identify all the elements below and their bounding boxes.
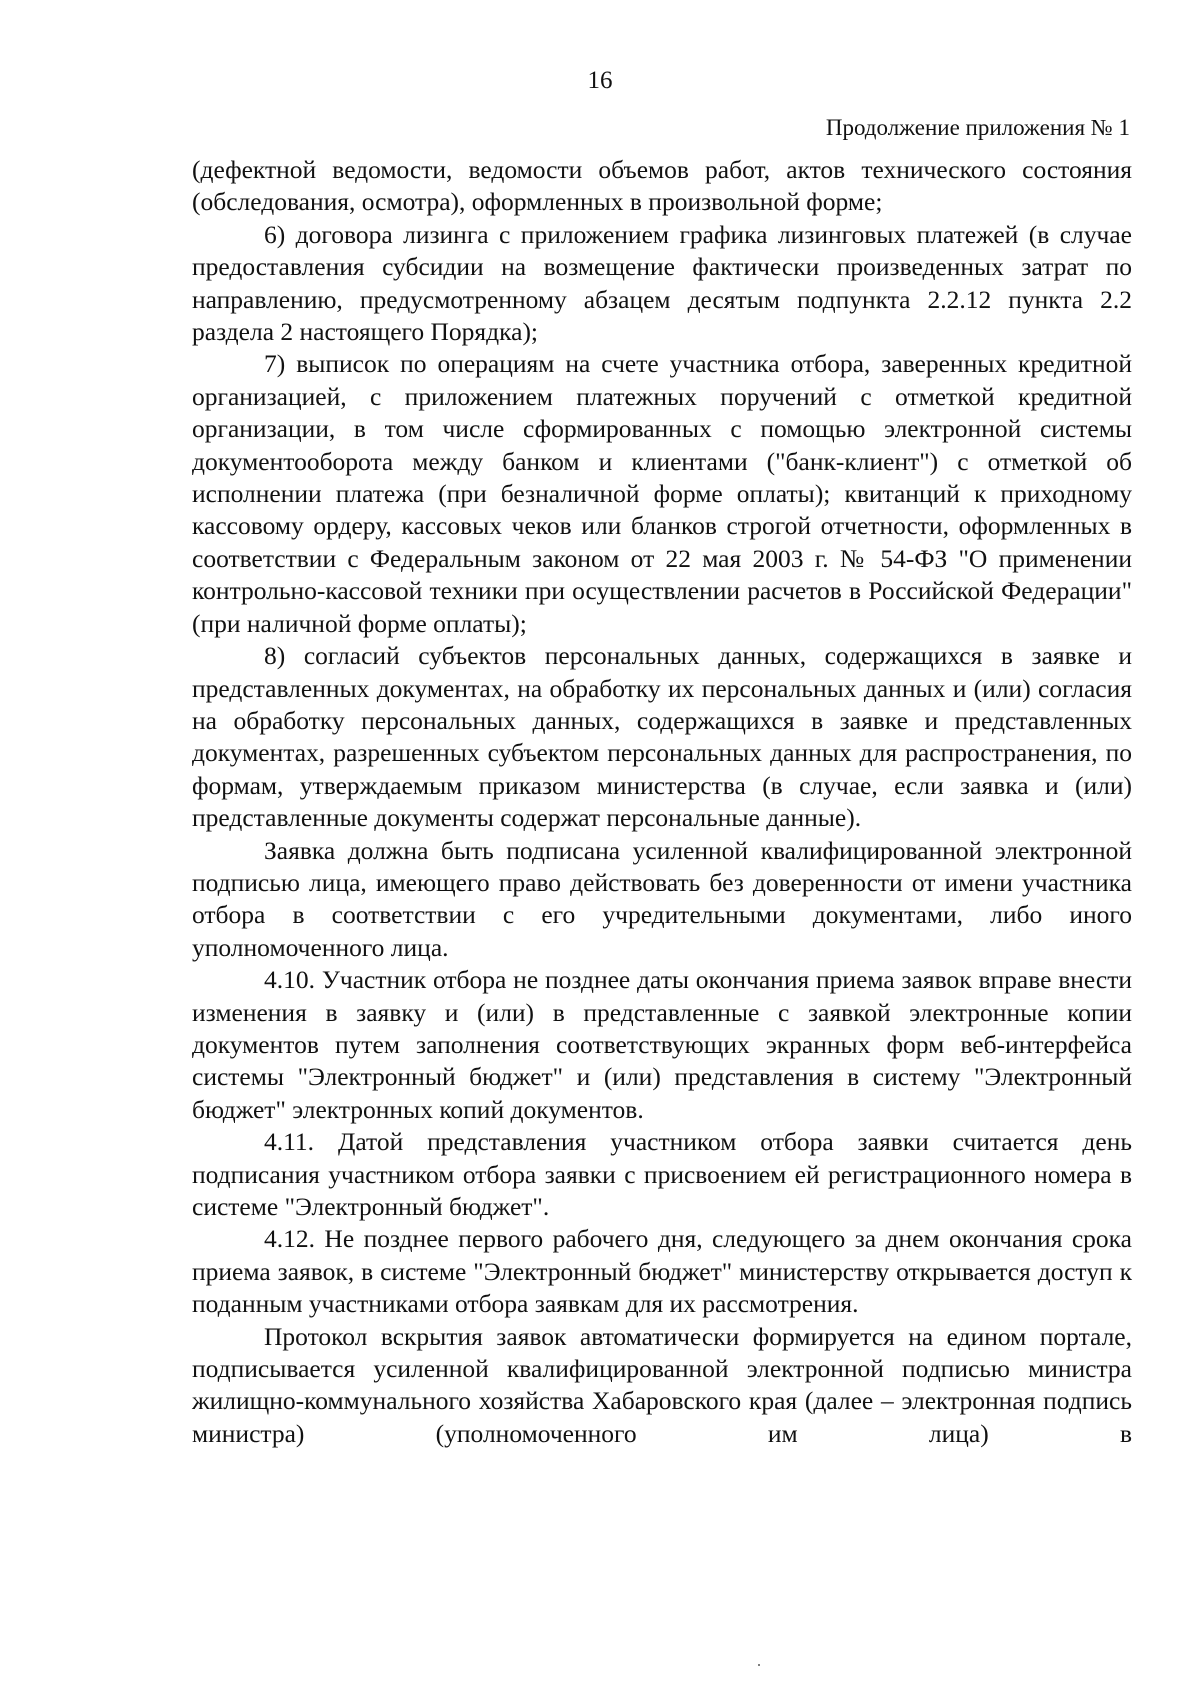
scan-speck bbox=[758, 1664, 760, 1666]
paragraph-4-11: 4.11. Датой представления участником отбора заявки считается день подписания участником отбора заявки с присвоением ей регистрационного номера в системе "Электронный бюджет". bbox=[192, 1127, 1132, 1221]
paragraph-item-6-leasing: 6) договора лизинга с приложением графика лизинговых платежей (в случае предоставления субсидии на возмещение фактически произведенных затрат по направлению, предусмотренному абзацем десятым подпункта 2.2.12 пункта 2.2 раздела 2 настоящего Порядка); bbox=[192, 219, 1132, 347]
appendix-continuation-label: Продолжение приложения № 1 bbox=[825, 115, 1130, 140]
document-body bbox=[192, 154, 1132, 1450]
page-number: 16 bbox=[587, 67, 613, 94]
paragraph-item-8-consents: 8) согласий субъектов персональных данных, содержащихся в заявке и представленных документах, на обработку их персональных данных и (или) согласия на обработку персональных данных, содержащихся в заявке и представленных документах, разрешенных субъектом персональных данных для распространения, по формам, утверждаемым приказом министерства (в случае, если заявка и (или) представленные документы содержат персональные данные). bbox=[192, 641, 1132, 833]
paragraph-opening-protocol: Протокол вскрытия заявок автоматически формируется на едином портале, подписывается усиленной квалифицированной электронной подписью министра жилищно-коммунального хозяйства Хабаровского края (далее – электронная подпись министра) (уполномоченного им лица) в bbox=[192, 1321, 1132, 1448]
paragraph-application-signature: Заявка должна быть подписана усиленной квалифицированной электронной подписью лица, имеющего право действовать без доверенности от имени участника отбора в соответствии с его учредительными документами, либо иного уполномоченного лица. bbox=[192, 835, 1132, 962]
paragraph-4-10: 4.10. Участник отбора не позднее даты окончания приема заявок вправе внести изменения в заявку и (или) в представленные с заявкой электронные копии документов путем заполнения соответствующих экранных форм веб-интерфейса системы "Электронный бюджет" и (или) представления в систему "Электронный бюджет" электронных копий документов. bbox=[192, 965, 1132, 1124]
paragraph-4-12: 4.12. Не позднее первого рабочего дня, следующего за днем окончания срока приема заявок, в системе "Электронный бюджет" министерству открывается доступ к поданным участниками отбора заявкам для их рассмотрения. bbox=[192, 1224, 1132, 1319]
paragraph-continued-list-item-5: (дефектной ведомости, ведомости объемов работ, актов технического состояния (обследования, осмотра), оформленных в произвольной форме; bbox=[192, 155, 1132, 217]
paragraph-item-7-statements: 7) выписок по операциям на счете участника отбора, заверенных кредитной организацией, с приложением платежных поручений с отметкой кредитной организации, в том числе сформированных с помощью электронной системы документооборота между банком и клиентами ("банк-клиент") с отметкой об исполнении платежа (при безналичной форме оплаты); квитанций к приходному кассовому ордеру, кассовых чеков или бланков строгой отчетности, оформленных в соответствии с Федеральным законом от 22 мая 2003 г. № 54-ФЗ "О применении контрольно-кассовой техники при осуществлении расчетов в Российской Федерации" (при наличной форме оплаты); bbox=[192, 349, 1132, 638]
